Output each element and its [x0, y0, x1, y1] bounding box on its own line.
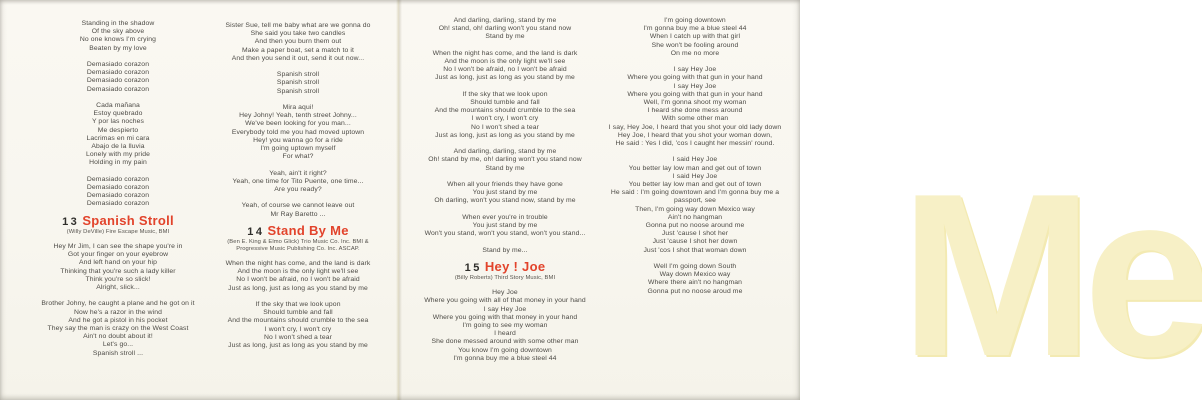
- stanza: [406, 214, 604, 239]
- lyric-line: Hey Joe, I heard that you shot your woman down,: [617, 131, 773, 139]
- lyric-line: For what?: [282, 153, 314, 161]
- lyric-line: You just stand by me: [472, 189, 538, 197]
- song-title: Spanish Stroll: [82, 212, 174, 228]
- lyric-line: Now he's a razor in the wind: [74, 308, 162, 316]
- lyric-line: Just as long, just as long as you stand by me: [228, 284, 368, 292]
- lyric-line: Just as long, just as long as you stand by me: [435, 74, 575, 82]
- stanza: [406, 181, 604, 206]
- lyric-line: Stand by me: [485, 33, 525, 41]
- stanza: [202, 301, 394, 350]
- stanza: [202, 71, 394, 96]
- song-title: Hey ! Joe: [484, 258, 546, 274]
- lyric-line: Holding in my pain: [89, 159, 147, 167]
- lyric-line: And he got a pistol in his pocket: [68, 316, 168, 324]
- lyric-line: Demasiado corazon: [86, 192, 150, 200]
- lyric-line: I won't cry, I won't cry: [471, 115, 539, 123]
- lyric-line: No I won't be afraid, no I won't be afraid: [443, 66, 567, 74]
- lyric-line: I heard she done mess around: [647, 107, 743, 115]
- lyric-line: And the mountains should crumble to the sea: [227, 317, 369, 325]
- lyric-line: Spanish stroll: [276, 79, 320, 87]
- song-heading: [10, 212, 226, 228]
- lyric-line: Gonna put no noose around me: [645, 222, 745, 230]
- lyric-line: Hey Mr Jim, I can see the shape you're in: [53, 242, 183, 250]
- lyric-line: Standing in the shadow: [81, 20, 155, 27]
- lyric-line: Where you going with all of that money in your hand: [424, 297, 586, 305]
- lyrics-column-3: [406, 17, 604, 371]
- lyric-line: Demasiado corazon: [86, 77, 150, 85]
- lyric-line: Then, I'm going way down Mexico way: [635, 205, 755, 213]
- lyric-line: And darling, darling, stand by me: [453, 148, 557, 156]
- lyric-line: Oh darling, won't you stand now, stand by me: [434, 197, 576, 205]
- lyric-line: Demasiado corazon: [86, 200, 150, 208]
- lyric-line: She done messed around with some other man: [431, 338, 579, 346]
- lyric-line: I'm gonna buy me a blue steel 44: [643, 25, 747, 33]
- lyric-line: He said : I'm going downtown and I'm gonna buy me a: [610, 189, 780, 197]
- lyric-line: Demasiado corazon: [86, 175, 150, 183]
- lyric-line: I'm gonna buy me a blue steel 44: [453, 354, 557, 362]
- lyric-line: And the mountains should crumble to the sea: [434, 107, 576, 115]
- lyric-line: Where you going with that money in your hand: [432, 313, 578, 321]
- stanza: [202, 22, 394, 63]
- lyric-line: Hey Joe: [492, 289, 518, 297]
- song-heading: [202, 223, 394, 238]
- lyric-line: Got your finger on your eyebrow: [67, 251, 169, 259]
- song-credits: [202, 239, 394, 253]
- stanza: [202, 170, 394, 195]
- lyric-line: No I won't be afraid, no I won't be afraid: [236, 276, 360, 284]
- lyric-line: When the night has come, and the land is dark: [432, 49, 578, 57]
- lyric-line: Demasiado corazon: [86, 61, 150, 68]
- lyric-line: Demasiado corazon: [86, 85, 150, 93]
- lyric-line: passport, see: [673, 197, 717, 205]
- song-heading: [406, 258, 604, 274]
- me-watermark: Me: [900, 146, 1202, 405]
- stanza: [202, 202, 394, 218]
- lyric-line: Hey Johny! Yeah, tenth street Johny...: [239, 112, 357, 120]
- lyric-line: You just stand by me: [472, 222, 538, 229]
- lyric-line: Won't you stand, won't you stand, won't you stand...: [424, 230, 586, 238]
- stanza: [596, 17, 794, 58]
- lyric-line: Abajo de la lluvia: [91, 143, 145, 151]
- lyric-line: Spanish stroll ...: [92, 349, 144, 357]
- lyric-line: When I catch up with that girl: [649, 33, 741, 41]
- center-fold: [396, 0, 402, 400]
- lyric-line: No I won't shed a tear: [470, 123, 540, 131]
- lyric-line: Just 'cause I shot her down: [652, 238, 738, 246]
- stanza: [406, 50, 604, 83]
- stanza: [406, 247, 604, 255]
- lyric-line: Yeah, one time for Tito Puente, one time...: [232, 177, 364, 185]
- song-credit-line: (Billy Roberts) Third Story Music, BMI: [454, 275, 556, 282]
- lyric-line: You better lay low man and get out of town: [628, 164, 762, 172]
- stanza: [406, 91, 604, 140]
- lyric-line: Just as long, just as long as you stand by me: [228, 342, 368, 350]
- lyric-line: Should tumble and fall: [263, 309, 333, 317]
- lyric-line: I say Hey Joe: [673, 82, 717, 90]
- lyric-line: Well I'm going down South: [653, 263, 737, 271]
- lyric-line: When all your friends they have gone: [447, 181, 563, 188]
- stanza: [202, 104, 394, 161]
- lyric-line: Of the sky above: [91, 28, 145, 36]
- stanza: [10, 176, 226, 209]
- song-credits: [406, 275, 604, 282]
- lyric-line: If the sky that we look upon: [462, 90, 548, 98]
- lyric-line: You better lay low man and get out of town: [628, 181, 762, 189]
- lyric-line: Let's go...: [102, 341, 134, 349]
- lyric-line: Stand by me...: [482, 246, 528, 254]
- song-title: Stand By Me: [267, 223, 349, 238]
- song-number: 13: [62, 215, 80, 228]
- lyric-line: He said : Yes I did, 'cos I caught her messin' round.: [615, 140, 775, 148]
- song-credit-line: Progressive Music Publishing Co. Inc. ASCAP.: [236, 246, 360, 253]
- lyric-line: She said you take two candles: [250, 30, 346, 38]
- stanza: [596, 66, 794, 148]
- lyric-line: Just as long, just as long as you stand by me: [435, 131, 575, 139]
- lyric-line: Way down Mexico way: [659, 271, 731, 279]
- lyric-line: Gonna put no noose aroud me: [647, 287, 743, 295]
- lyric-line: Are you ready?: [274, 186, 322, 194]
- lyric-line: Spanish stroll: [276, 87, 320, 95]
- lyric-line: I'm going uptown myself: [260, 145, 336, 153]
- lyric-line: I say Hey Joe: [483, 305, 527, 313]
- lyric-line: Demasiado corazon: [86, 69, 150, 77]
- lyric-line: I'm going to see my woman: [462, 321, 548, 329]
- lyric-line: Think you're so slick!: [85, 275, 151, 283]
- song-credits: [10, 229, 226, 236]
- lyric-line: Should tumble and fall: [470, 99, 540, 106]
- lyric-line: Where you going with that gun in your hand: [627, 74, 763, 82]
- lyric-line: Alright, slick...: [96, 283, 140, 291]
- lyrics-column-4: [596, 17, 794, 304]
- lyric-line: Hey! you wanna go for a ride: [253, 136, 343, 144]
- lyric-line: I heard: [494, 330, 516, 338]
- lyric-line: They say the man is crazy on the West Coast: [47, 324, 189, 332]
- lyric-line: Yeah, of course we cannot leave out: [241, 202, 355, 210]
- lyric-line: Me despierto: [97, 126, 139, 134]
- lyric-line: And then you burn them out: [254, 38, 342, 46]
- lyric-line: She won't be fooling around: [651, 41, 739, 49]
- lyric-line: Mira aqui!: [282, 104, 314, 111]
- lyric-line: Brother Johny, he caught a plane and he got on it: [41, 300, 195, 308]
- lyric-line: When the night has come, and the land is dark: [225, 260, 371, 268]
- lyric-line: And darling, darling, stand by me: [453, 17, 557, 24]
- lyrics-column-2: [202, 22, 394, 358]
- lyric-line: I say Hey Joe: [673, 66, 717, 74]
- lyric-line: If the sky that we look upon: [255, 301, 341, 309]
- lyric-line: I say, Hey Joe, I heard that you shot your old lady down: [608, 123, 782, 131]
- lyric-line: And the moon is the only light we'll see: [237, 268, 359, 276]
- lyric-line: Oh! stand, oh! darling won't you stand now: [438, 25, 572, 33]
- lyric-line: With some other man: [661, 115, 729, 123]
- lyric-line: Make a paper boat, set a match to it: [241, 46, 355, 54]
- lyric-line: Ain't no doubt about it!: [83, 333, 153, 341]
- lyric-line: Just 'cos I shot that woman down: [643, 246, 747, 254]
- lyric-line: Ain't no hangman: [667, 213, 723, 221]
- stanza: [202, 260, 394, 293]
- song-number: 15: [464, 261, 482, 274]
- stanza: [596, 156, 794, 254]
- lyric-line: I'm going downtown: [664, 17, 726, 24]
- stanza: [10, 61, 226, 94]
- lyric-line: Spanish stroll: [276, 71, 320, 79]
- lyric-line: Beaten by my love: [89, 44, 147, 52]
- lyric-line: Lonely with my pride: [86, 151, 150, 159]
- lyric-line: You know I'm going downtown: [458, 346, 552, 354]
- lyric-line: Oh! stand by me, oh! darling won't you stand now: [428, 156, 582, 164]
- lyric-line: Y por las noches: [91, 118, 145, 126]
- stanza: [10, 243, 226, 292]
- stanza: [10, 20, 226, 53]
- lyric-line: We've been looking for you man...: [245, 120, 351, 128]
- lyric-line: No one knows I'm crying: [79, 36, 157, 44]
- lyric-line: Yeah, ain't it right?: [269, 169, 327, 177]
- lyric-line: Estoy quebrado: [93, 110, 143, 118]
- lyric-line: No I won't shed a tear: [263, 333, 333, 341]
- lyrics-column-1: [10, 20, 226, 366]
- lyric-line: Stand by me: [485, 164, 525, 172]
- lyric-line: Demasiado corazon: [86, 184, 150, 192]
- lyric-line: Lacrimas en mi cara: [86, 134, 150, 142]
- lyric-line: Sister Sue, tell me baby what are we gonna do: [225, 22, 371, 29]
- lyric-line: Everybody told me you had moved uptown: [231, 128, 365, 136]
- lyric-line: Mr Ray Baretto ...: [270, 210, 326, 218]
- stanza: [10, 102, 226, 168]
- lyric-line: Where you going with that gun in your hand: [627, 90, 763, 98]
- lyric-line: On me no more: [670, 49, 720, 57]
- stanza: [406, 148, 604, 173]
- lyric-line: I said Hey Joe: [672, 172, 718, 180]
- stanza: [406, 289, 604, 363]
- stanza: [406, 17, 604, 42]
- lyric-line: And then you send it out, send it out now...: [231, 54, 365, 62]
- song-credit-line: (Ben E. King & Elmo Glick) Trio Music Co. Inc. BMI &: [227, 239, 369, 246]
- stanza: [10, 300, 226, 357]
- lyric-line: Just 'cause I shot her: [661, 230, 729, 238]
- stanza: [596, 263, 794, 296]
- lyric-line: And left hand on your hip: [78, 259, 158, 267]
- song-number: 14: [247, 226, 265, 238]
- lyric-line: I won't cry, I won't cry: [264, 325, 332, 333]
- lyric-line: I said Hey Joe: [672, 156, 718, 164]
- song-credit-line: (Willy DeVille) Fire Escape Music, BMI: [66, 229, 170, 236]
- lyric-line: Thinking that you're such a lady killer: [60, 267, 176, 275]
- lyric-line: Where there ain't no hangman: [647, 279, 743, 287]
- lyric-line: Well, I'm gonna shoot my woman: [643, 99, 747, 107]
- lyric-line: And the moon is the only light we'll see: [444, 58, 566, 65]
- lyric-line: Cada mañana: [96, 102, 140, 109]
- lyric-line: When ever you're in trouble: [462, 213, 548, 221]
